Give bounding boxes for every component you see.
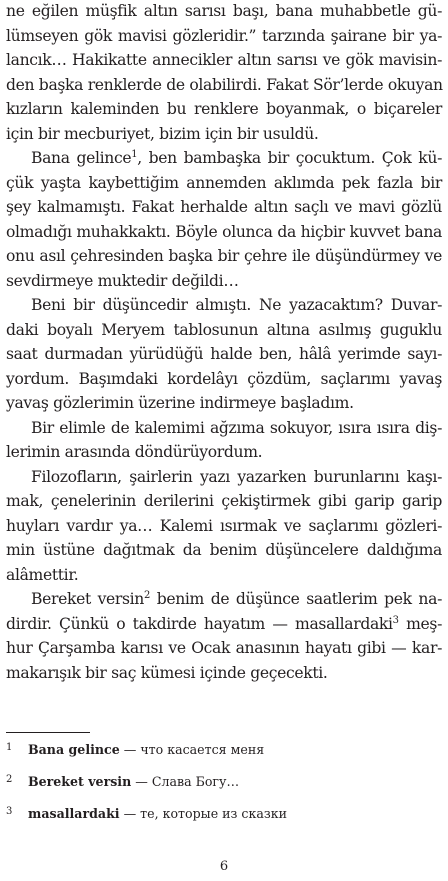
footnote-term: Bereket versin xyxy=(28,774,132,789)
text-line: lümseyen gök mavisi gözleridir.” tarzında şairane bir ya- xyxy=(6,26,442,45)
text-line: makarışık bir saç kümesi içinde geçecekti. xyxy=(6,663,328,682)
text-line: çük yaşta kaybettiğim annemden aklımda pek fazla bir xyxy=(6,173,442,192)
text-fragment: Bereket versin xyxy=(31,590,144,608)
paragraph-first-line xyxy=(31,588,442,610)
text-line: huyları vardır ya… Kalemi ısırmak ve saçlarımı gözleri- xyxy=(6,516,442,535)
footnote-reference-2: 2 xyxy=(144,590,151,601)
footnote-reference-3: 3 xyxy=(392,614,399,626)
text-fragment: benim de düşünce saatlerim pek na- xyxy=(150,590,442,608)
text-line: ne eğilen müşfik altın sarısı başı, bana muhabbetle gü- xyxy=(6,2,442,20)
text-line: için bir mecburiyet, bizim için bir usuldü. xyxy=(6,124,319,143)
text-line: olmadığı muhakkaktı. Böyle olunca da hiçbir kuvvet bana xyxy=(6,222,442,241)
footnote-text: — те, которые из сказки xyxy=(119,806,287,821)
text-line xyxy=(6,613,442,635)
text-fragment: , ben bambaşka bir çocuktum. Çok kü- xyxy=(137,149,442,167)
footnote-3: 3 masallardaki — те, которые из сказки xyxy=(6,806,287,821)
paragraph-first-line: Bir elimle de kalemimi ağzıma sokuyor, ısıra ısıra diş- xyxy=(31,418,442,437)
footnote-term: masallardaki xyxy=(28,806,120,821)
text-line: hur Çarşamba karısı ve Ocak anasının hayatı gibi — kar- xyxy=(6,639,442,657)
footnote-2: 2 Bereket versin — Слава Богу… xyxy=(6,774,240,789)
text-line: lancık… Hakikatte annecikler altın sarısı ve gök mavisin- xyxy=(6,51,442,69)
text-fragment: Bana gelince xyxy=(31,149,132,167)
text-line: onu asıl çehresinden başka bir çehre ile düşündürmey ve xyxy=(6,247,442,265)
text-fragment: meş- xyxy=(398,614,442,633)
text-fragment: dirdir. Çünkü o takdirde hayatım — masallardaki xyxy=(6,614,393,633)
paragraph-first-line xyxy=(31,147,442,169)
text-line: yavaş gözlerimin üzerine indirmeye başladım. xyxy=(6,394,354,412)
text-line: şey kalmamıştı. Fakat herhalde altın saçlı ve mavi gözlü xyxy=(6,198,442,216)
text-line: sevdirmeye muktedir değildi… xyxy=(6,271,239,290)
paragraph-first-line: Beni bir düşüncedir almıştı. Ne yazacaktım? Duvar- xyxy=(31,296,442,314)
text-line: yordum. Başımdaki kordelâyı çözdüm, saçlarımı yavaş xyxy=(6,369,442,388)
text-line: saat durmadan yürüdüğü halde ben, hâlâ yerimde sayı- xyxy=(6,345,442,363)
footnote-divider xyxy=(6,732,90,733)
text-line: lerimin arasında döndürüyordum. xyxy=(6,443,263,461)
text-line: kızların kaleminden bu renklere boyanmak, o biçareler xyxy=(6,100,442,118)
footnote-text: — Слава Богу… xyxy=(131,774,240,789)
footnote-reference-1: 1 xyxy=(131,149,138,160)
paragraph-first-line: Filozofların, şairlerin yazı yazarken burunlarını kaşı- xyxy=(31,467,442,486)
footnote-term: Bana gelince xyxy=(28,742,120,757)
footnote-text: — что касается меня xyxy=(119,742,265,757)
footnote-1: 1 Bana gelince — что касается меня xyxy=(6,742,265,757)
text-line: alâmettir. xyxy=(6,565,79,584)
text-line: min üstüne dağıtmak da benim düşüncelere daldığıma xyxy=(6,541,442,559)
page-number: 6 xyxy=(219,859,229,874)
text-line: mak, çenelerinin derilerini çekiştirmek gibi garip garip xyxy=(6,492,442,510)
text-line: daki boyalı Meryem tablosunun altına asılmış guguklu xyxy=(6,320,442,339)
text-line: den başka renklerde de olabilirdi. Fakat Sör’lerde okuyan xyxy=(6,75,443,94)
